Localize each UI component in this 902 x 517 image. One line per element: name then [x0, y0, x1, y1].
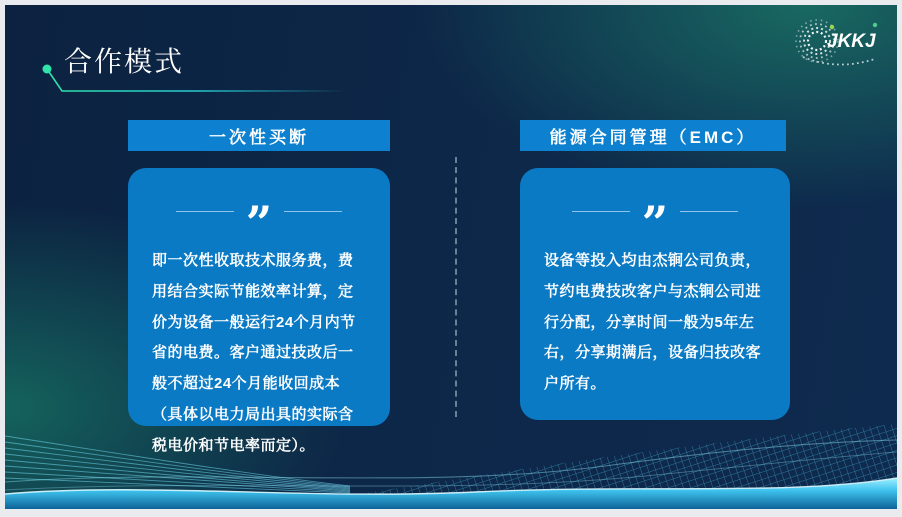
- title-accent-icon: [38, 53, 348, 99]
- buyout-card: [128, 168, 390, 454]
- quote-line-right: [680, 211, 738, 212]
- quote-mark-icon: ”: [641, 196, 669, 250]
- buyout-body-text: 即一次性收取技术服务费，费用结合实际节能效率计算，定价为设备一般运行24个月内节省的电费。客户通过技改后一般不超过24个月能收回成本（具体以电力局出具的实际含税电价和节电率而定）。: [152, 252, 356, 454]
- logo-text: JKKJ: [827, 31, 876, 52]
- logo-dot-right: [873, 23, 877, 27]
- quote-mark-icon: ”: [245, 196, 273, 250]
- slide: [5, 5, 897, 509]
- column-header-buyout-label: 一次性买断: [209, 128, 309, 147]
- dashed-divider: [455, 157, 457, 417]
- quote-decoration: [128, 194, 390, 250]
- logo: [791, 13, 883, 71]
- column-header-emc: [520, 120, 786, 151]
- page-title: 合作模式: [64, 46, 185, 77]
- emc-card: [520, 168, 790, 420]
- column-header-buyout: [128, 120, 390, 151]
- column-header-emc-label: 能源合同管理（EMC）: [549, 128, 757, 147]
- logo-dot-left: [830, 25, 834, 29]
- emc-body-text: 设备等投入均由杰锏公司负责，节约电费技改客户与杰锏公司进行分配，分享时间一般为5年左右，分享期满后，设备归技改客户所有。: [544, 252, 762, 392]
- logo-swirl-icon: [791, 13, 883, 71]
- quote-line-left: [176, 211, 234, 212]
- quote-line-left: [572, 211, 630, 212]
- quote-decoration: [520, 194, 790, 250]
- title-block: [38, 45, 358, 95]
- quote-line-right: [284, 211, 342, 212]
